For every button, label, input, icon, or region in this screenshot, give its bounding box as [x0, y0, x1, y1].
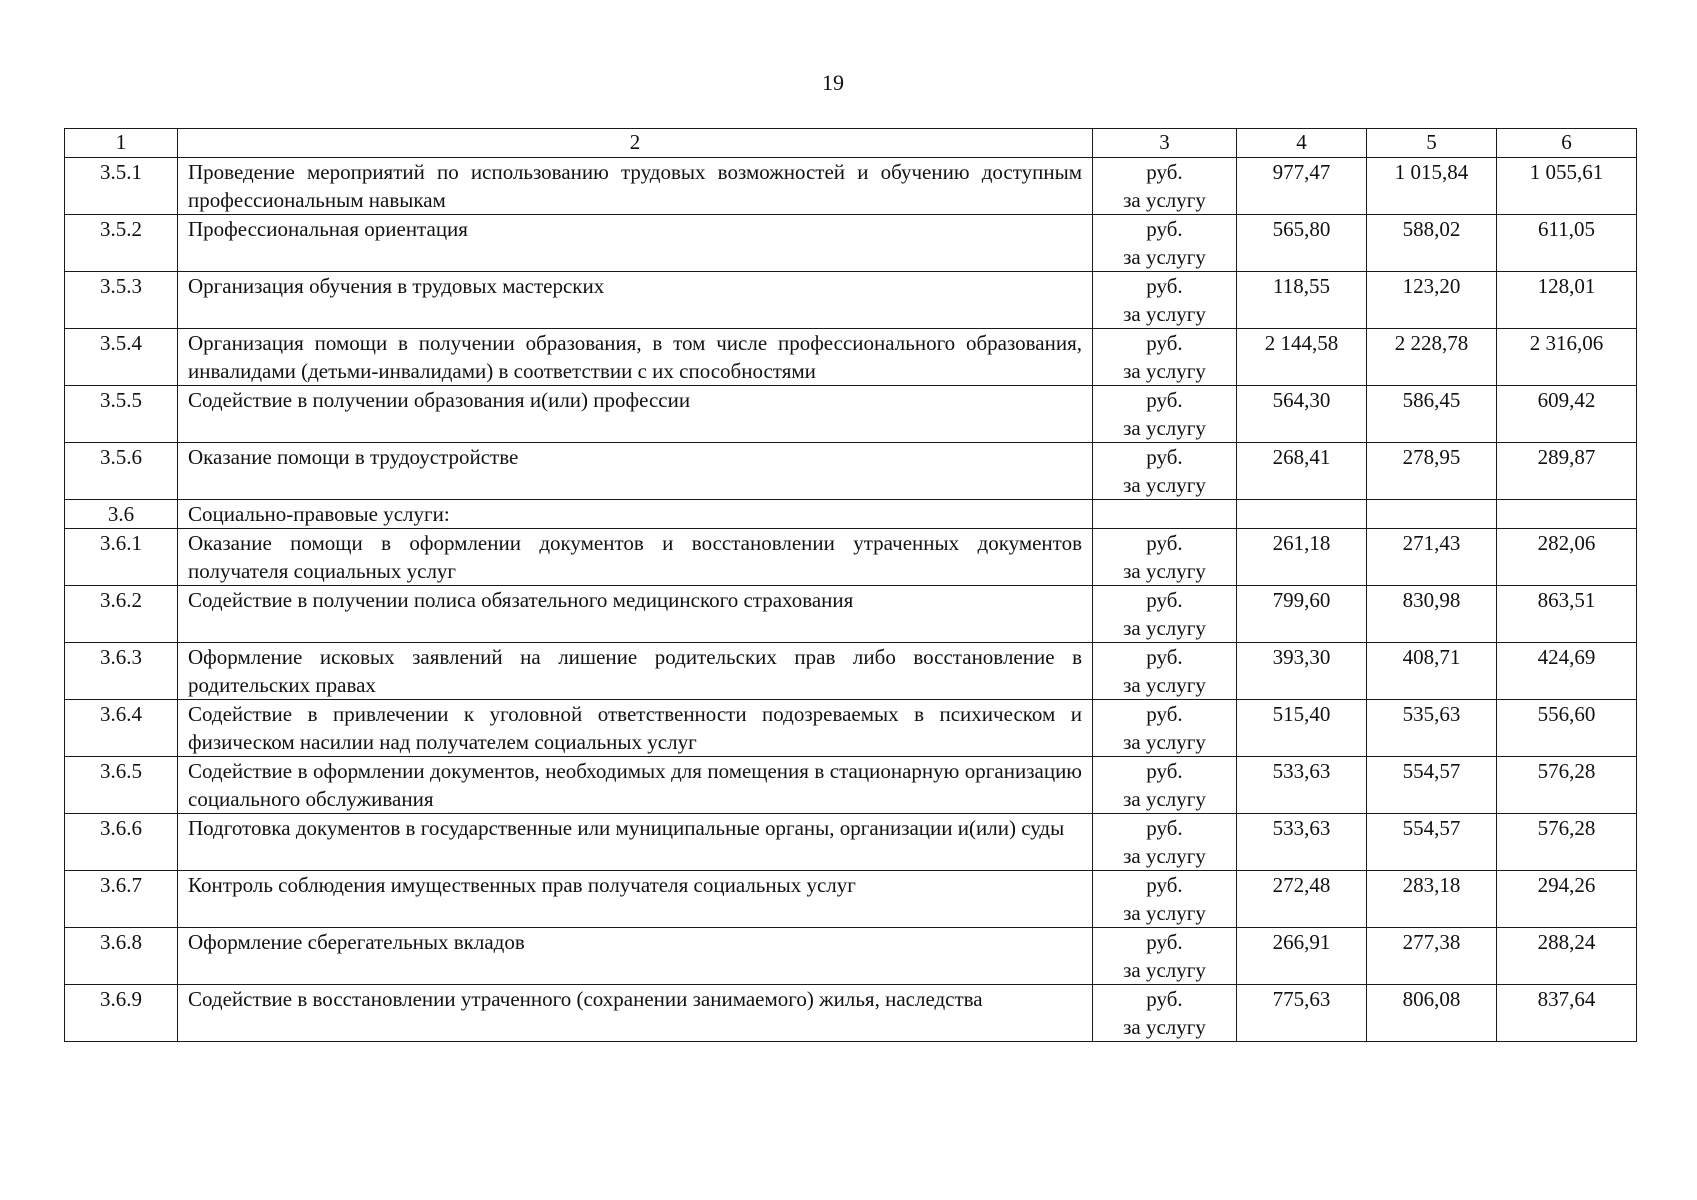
price-col-5: 586,45: [1367, 386, 1497, 443]
price-col-4: 799,60: [1237, 586, 1367, 643]
service-code: 3.6.4: [65, 700, 178, 757]
price-col-4: 118,55: [1237, 272, 1367, 329]
service-name: Подготовка документов в государственные или муниципальные органы, организации и(или) суды: [178, 814, 1093, 871]
service-name: Профессиональная ориентация: [178, 215, 1093, 272]
header-cell: 6: [1497, 129, 1637, 158]
service-code: 3.6.7: [65, 871, 178, 928]
unit-currency: руб.: [1146, 588, 1183, 612]
unit-currency: руб.: [1146, 987, 1183, 1011]
table-row: [65, 871, 1637, 928]
price-col-4: 393,30: [1237, 643, 1367, 700]
unit-currency: руб.: [1146, 816, 1183, 840]
unit-per-service: за услугу: [1123, 473, 1206, 497]
unit-per-service: за услугу: [1123, 958, 1206, 982]
service-code: 3.5.1: [65, 158, 178, 215]
unit-per-service: за услугу: [1123, 359, 1206, 383]
price-col-6: 863,51: [1497, 586, 1637, 643]
service-name: Содействие в получении полиса обязательного медицинского страхования: [178, 586, 1093, 643]
service-name: Содействие в привлечении к уголовной ответственности подозреваемых в психическом и физическом насилии над получателем социальных услуг: [178, 700, 1093, 757]
unit-cell: [1093, 329, 1237, 386]
header-cell: 4: [1237, 129, 1367, 158]
service-name: Содействие в оформлении документов, необходимых для помещения в стационарную организацию социального обслуживания: [178, 757, 1093, 814]
service-code: 3.5.4: [65, 329, 178, 386]
unit-cell: [1093, 928, 1237, 985]
unit-cell: [1093, 443, 1237, 500]
price-col-6: [1497, 500, 1637, 529]
unit-per-service: за услугу: [1123, 1015, 1206, 1039]
price-col-5: 588,02: [1367, 215, 1497, 272]
header-cell: 2: [178, 129, 1093, 158]
unit-cell: [1093, 586, 1237, 643]
table-row: [65, 985, 1637, 1042]
price-col-5: 283,18: [1367, 871, 1497, 928]
unit-cell: [1093, 814, 1237, 871]
price-col-6: 576,28: [1497, 814, 1637, 871]
price-col-5: 806,08: [1367, 985, 1497, 1042]
unit-currency: руб.: [1146, 930, 1183, 954]
service-name: Контроль соблюдения имущественных прав получателя социальных услуг: [178, 871, 1093, 928]
unit-per-service: за услугу: [1123, 245, 1206, 269]
table-row: [65, 529, 1637, 586]
unit-per-service: за услугу: [1123, 416, 1206, 440]
price-col-5: [1367, 500, 1497, 529]
service-name: Организация помощи в получении образования, в том числе профессионального образования, инвалидами (детьми-инвалидами) в соответствии с их способностями: [178, 329, 1093, 386]
price-col-4: 272,48: [1237, 871, 1367, 928]
header-cell: 3: [1093, 129, 1237, 158]
table-row: [65, 272, 1637, 329]
unit-per-service: за услугу: [1123, 844, 1206, 868]
price-col-4: [1237, 500, 1367, 529]
price-col-6: 424,69: [1497, 643, 1637, 700]
price-col-6: 1 055,61: [1497, 158, 1637, 215]
price-col-6: 128,01: [1497, 272, 1637, 329]
section-row: [65, 500, 1637, 529]
table-row: [65, 586, 1637, 643]
price-col-6: 289,87: [1497, 443, 1637, 500]
table-row: [65, 814, 1637, 871]
unit-currency: руб.: [1146, 217, 1183, 241]
table-row: [65, 386, 1637, 443]
price-col-4: 775,63: [1237, 985, 1367, 1042]
unit-per-service: за услугу: [1123, 616, 1206, 640]
service-code: 3.5.6: [65, 443, 178, 500]
price-col-5: 123,20: [1367, 272, 1497, 329]
unit-cell: [1093, 272, 1237, 329]
price-col-6: 294,26: [1497, 871, 1637, 928]
service-code: 3.6.9: [65, 985, 178, 1042]
unit-per-service: за услугу: [1123, 673, 1206, 697]
service-code: 3.6.1: [65, 529, 178, 586]
price-col-4: 261,18: [1237, 529, 1367, 586]
price-col-5: 535,63: [1367, 700, 1497, 757]
price-col-6: 837,64: [1497, 985, 1637, 1042]
price-col-4: 977,47: [1237, 158, 1367, 215]
table-row: [65, 443, 1637, 500]
table-row: [65, 158, 1637, 215]
price-col-6: 282,06: [1497, 529, 1637, 586]
price-col-5: 271,43: [1367, 529, 1497, 586]
service-code: 3.5.2: [65, 215, 178, 272]
price-col-4: 564,30: [1237, 386, 1367, 443]
unit-currency: руб.: [1146, 445, 1183, 469]
price-col-5: 278,95: [1367, 443, 1497, 500]
service-code: 3.6.8: [65, 928, 178, 985]
price-col-5: 408,71: [1367, 643, 1497, 700]
unit-currency: руб.: [1146, 160, 1183, 184]
price-col-4: 268,41: [1237, 443, 1367, 500]
service-name: Содействие в восстановлении утраченного (сохранении занимаемого) жилья, наследства: [178, 985, 1093, 1042]
price-col-6: 576,28: [1497, 757, 1637, 814]
unit-cell: [1093, 529, 1237, 586]
service-code: 3.6.5: [65, 757, 178, 814]
service-code: 3.5.3: [65, 272, 178, 329]
table-row: [65, 215, 1637, 272]
table-row: [65, 643, 1637, 700]
header-cell: 5: [1367, 129, 1497, 158]
tariff-table: [64, 128, 1637, 1042]
unit-per-service: за услугу: [1123, 901, 1206, 925]
price-col-5: 1 015,84: [1367, 158, 1497, 215]
unit-currency: руб.: [1146, 531, 1183, 555]
price-col-4: 565,80: [1237, 215, 1367, 272]
service-name: Социально-правовые услуги:: [178, 500, 1093, 529]
service-code: 3.5.5: [65, 386, 178, 443]
service-code: 3.6: [65, 500, 178, 529]
price-col-4: 533,63: [1237, 814, 1367, 871]
unit-currency: руб.: [1146, 702, 1183, 726]
header-cell: 1: [65, 129, 178, 158]
service-name: Проведение мероприятий по использованию трудовых возможностей и обучению доступным профессиональным навыкам: [178, 158, 1093, 215]
service-name: Содействие в получении образования и(или) профессии: [178, 386, 1093, 443]
price-col-4: 515,40: [1237, 700, 1367, 757]
service-name: Оформление исковых заявлений на лишение родительских прав либо восстановление в родительских правах: [178, 643, 1093, 700]
unit-cell: [1093, 500, 1237, 529]
header-row: [65, 129, 1637, 158]
unit-currency: руб.: [1146, 645, 1183, 669]
service-name: Оказание помощи в трудоустройстве: [178, 443, 1093, 500]
unit-cell: [1093, 871, 1237, 928]
unit-per-service: за услугу: [1123, 302, 1206, 326]
unit-per-service: за услугу: [1123, 730, 1206, 754]
price-col-6: 609,42: [1497, 386, 1637, 443]
unit-currency: руб.: [1146, 388, 1183, 412]
unit-per-service: за услугу: [1123, 188, 1206, 212]
unit-cell: [1093, 700, 1237, 757]
price-col-4: 266,91: [1237, 928, 1367, 985]
service-name: Оформление сберегательных вкладов: [178, 928, 1093, 985]
service-code: 3.6.2: [65, 586, 178, 643]
table-body: [65, 129, 1637, 1042]
service-code: 3.6.3: [65, 643, 178, 700]
unit-per-service: за услугу: [1123, 559, 1206, 583]
table-row: [65, 757, 1637, 814]
price-col-6: 288,24: [1497, 928, 1637, 985]
table-row: [65, 329, 1637, 386]
price-col-5: 554,57: [1367, 814, 1497, 871]
price-col-6: 2 316,06: [1497, 329, 1637, 386]
price-col-5: 830,98: [1367, 586, 1497, 643]
service-name: Организация обучения в трудовых мастерских: [178, 272, 1093, 329]
table-row: [65, 700, 1637, 757]
unit-cell: [1093, 643, 1237, 700]
price-col-5: 2 228,78: [1367, 329, 1497, 386]
price-col-4: 2 144,58: [1237, 329, 1367, 386]
unit-cell: [1093, 386, 1237, 443]
price-col-5: 554,57: [1367, 757, 1497, 814]
unit-currency: руб.: [1146, 331, 1183, 355]
unit-cell: [1093, 757, 1237, 814]
unit-cell: [1093, 215, 1237, 272]
price-col-5: 277,38: [1367, 928, 1497, 985]
price-col-6: 611,05: [1497, 215, 1637, 272]
unit-per-service: за услугу: [1123, 787, 1206, 811]
unit-currency: руб.: [1146, 274, 1183, 298]
service-name: Оказание помощи в оформлении документов и восстановлении утраченных документов получателя социальных услуг: [178, 529, 1093, 586]
service-code: 3.6.6: [65, 814, 178, 871]
price-col-6: 556,60: [1497, 700, 1637, 757]
unit-currency: руб.: [1146, 759, 1183, 783]
unit-cell: [1093, 985, 1237, 1042]
price-col-4: 533,63: [1237, 757, 1367, 814]
table-row: [65, 928, 1637, 985]
unit-cell: [1093, 158, 1237, 215]
unit-currency: руб.: [1146, 873, 1183, 897]
page-number: 19: [822, 70, 844, 95]
